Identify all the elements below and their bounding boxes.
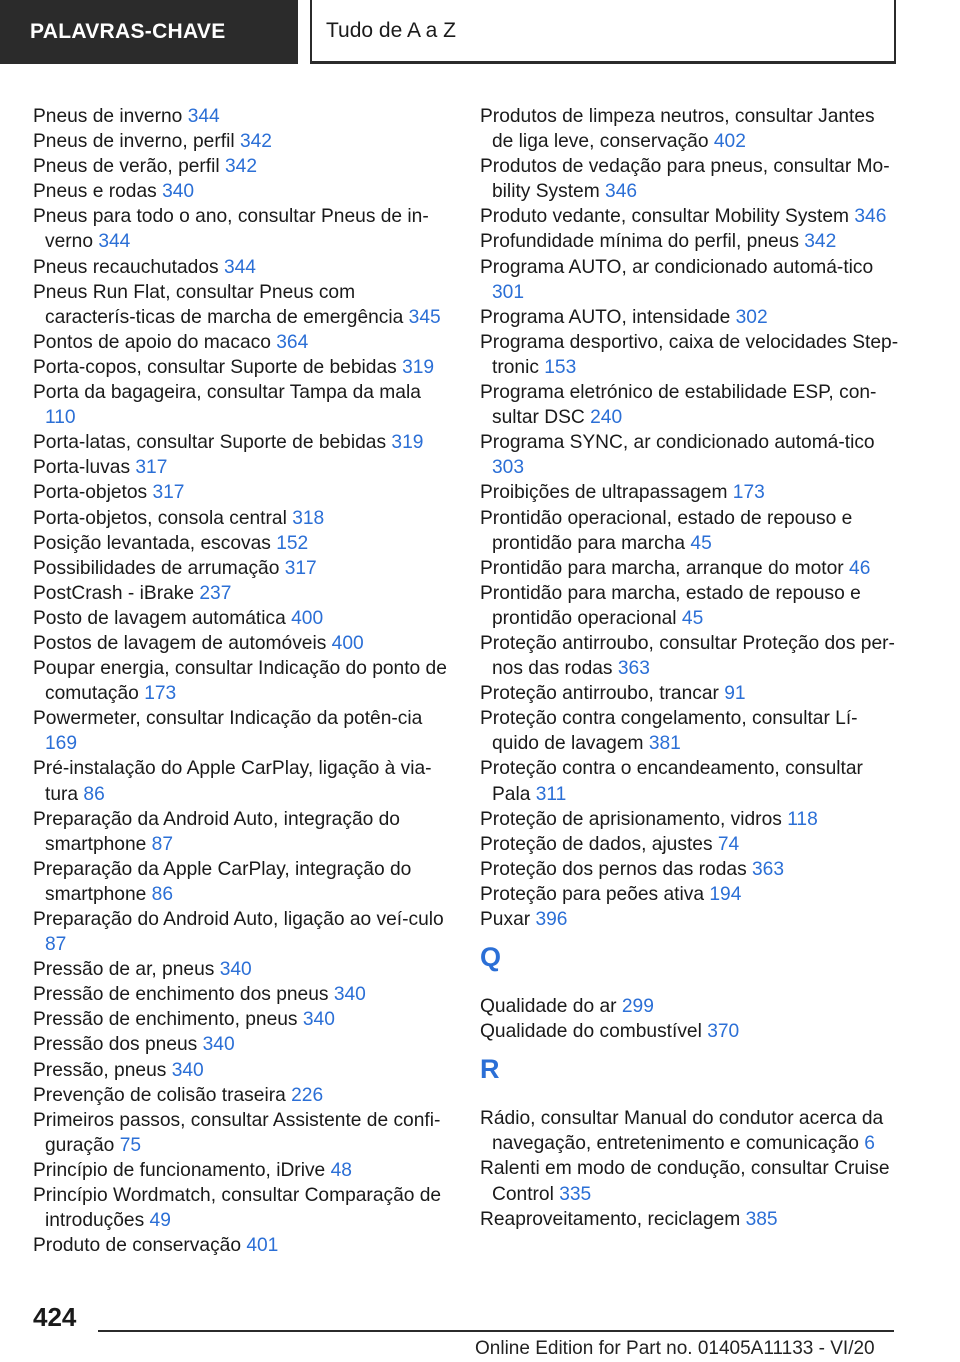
index-entry (33, 255, 451, 280)
entry-term: Profundidade mínima do perfil, pneus (480, 231, 799, 253)
index-entry (33, 1058, 451, 1083)
entry-page-link[interactable]: 340 (333, 984, 366, 1006)
index-entry (480, 506, 900, 556)
index-entry (480, 204, 900, 229)
entry-page-link[interactable]: 396 (535, 909, 568, 930)
entry-page-link[interactable]: 344 (187, 106, 220, 127)
index-entry (480, 807, 900, 832)
entry-term: Pneus Run Flat, consultar Pneus com caracterís-ticas de marcha de emergência (33, 281, 404, 328)
entry-page-link[interactable]: 86 (83, 783, 105, 805)
index-entry (33, 129, 451, 154)
chapter-title: Tudo de A a Z (326, 18, 456, 42)
entry-term: Prontidão operacional, estado de repouso e prontidão para marcha (480, 507, 853, 554)
entry-page-link[interactable]: 402 (713, 131, 746, 153)
index-entry (33, 1183, 451, 1233)
entry-page-link[interactable]: 6 (864, 1133, 875, 1155)
entry-page-link[interactable]: 169 (45, 733, 78, 755)
entry-page-link[interactable]: 226 (291, 1084, 324, 1106)
index-entry (33, 1108, 451, 1158)
entry-term: Proteção contra o encandeamento, consultar Pala (480, 758, 863, 805)
entry-term: Possibilidades de arrumação (33, 557, 280, 579)
index-entry (480, 305, 900, 330)
entry-term: Ralenti em modo de condução, consultar Cruise Control (480, 1158, 890, 1205)
index-column-right (480, 104, 900, 1232)
index-entry (33, 857, 451, 907)
index-entry (33, 506, 451, 531)
entry-page-link[interactable]: 194 (709, 883, 742, 905)
entry-page-link[interactable]: 319 (402, 356, 435, 378)
entry-page-link[interactable]: 303 (492, 457, 525, 479)
entry-term: Primeiros passos, consultar Assistente de confi-guração (33, 1109, 441, 1156)
entry-term: Porta-latas, consultar Suporte de bebidas (33, 432, 387, 454)
entry-term: Porta-objetos, consola central (33, 507, 287, 529)
index-entry (480, 832, 900, 857)
index-entry (33, 480, 451, 505)
index-entry (33, 907, 451, 957)
index-entry (480, 907, 900, 932)
letter-heading-q: Q (480, 942, 502, 973)
entry-page-link[interactable]: 401 (246, 1235, 279, 1257)
index-entry (33, 380, 451, 430)
entry-term: Pneus recauchutados (33, 256, 219, 278)
entry-page-link[interactable]: 45 (681, 607, 704, 629)
entry-page-link[interactable]: 87 (151, 833, 174, 855)
entry-page-link[interactable]: 118 (787, 808, 818, 830)
entry-page-link[interactable]: 363 (617, 658, 650, 680)
entry-term: Programa AUTO, ar condicionado automá-tico (480, 256, 874, 278)
index-entry (33, 154, 451, 179)
entry-term: Porta da bagageira, consultar Tampa da mala (33, 382, 421, 404)
entry-term: Prevenção de colisão traseira (33, 1084, 286, 1106)
index-entry (480, 480, 900, 505)
entry-page-link[interactable]: 364 (276, 331, 309, 353)
entry-term: Programa SYNC, ar condicionado automá-tico (480, 432, 875, 454)
index-entry (480, 229, 900, 254)
entry-page-link[interactable]: 335 (559, 1183, 592, 1205)
entry-term: Proteção antirroubo, trancar (480, 683, 719, 705)
index-entry (480, 706, 900, 756)
entry-term: Pneus de inverno, perfil (33, 131, 235, 153)
entry-term: Pneus de verão, perfil (33, 156, 220, 178)
index-entry (33, 1083, 451, 1108)
entry-term: Pré-instalação do Apple CarPlay, ligação à via-tura (33, 758, 432, 805)
entry-term: Postos de lavagem de automóveis (33, 632, 327, 654)
index-entry (33, 531, 451, 556)
entry-term: Programa desportivo, caixa de velocidades Step-tronic (480, 331, 899, 378)
entry-page-link[interactable]: 340 (302, 1009, 335, 1031)
index-entry (33, 430, 451, 455)
entry-term: Princípio de funcionamento, iDrive (33, 1159, 326, 1181)
entry-term: Proibições de ultrapassagem (480, 482, 728, 504)
index-entry (480, 104, 900, 154)
index-entry (480, 631, 900, 681)
index-entry (33, 1158, 451, 1183)
entry-page-link[interactable]: 346 (854, 206, 887, 228)
index-entry (480, 857, 900, 882)
entry-page-link[interactable]: 87 (45, 934, 67, 956)
index-entry (33, 706, 451, 756)
index-entry (480, 1207, 900, 1232)
entry-page-link[interactable]: 86 (151, 883, 174, 905)
entry-term: Pneus para todo o ano, consultar Pneus de in-verno (33, 206, 429, 253)
index-entry (480, 994, 900, 1019)
entry-term: Prontidão para marcha, arranque do motor (480, 557, 844, 579)
index-entry (33, 631, 451, 656)
index-entry (33, 330, 451, 355)
entry-page-link[interactable]: 318 (292, 507, 325, 529)
index-entry (480, 681, 900, 706)
entry-term: Produto vedante, consultar Mobility System (480, 206, 850, 228)
entry-term: Pontos de apoio do macaco (33, 331, 271, 353)
index-entry (33, 581, 451, 606)
index-entry (33, 204, 451, 254)
entry-page-link[interactable]: 74 (717, 833, 740, 855)
index-column-left (33, 104, 451, 1258)
entry-term: Qualidade do ar (480, 996, 617, 1018)
entry-page-link[interactable]: 110 (45, 407, 76, 429)
index-entry (33, 556, 451, 581)
entry-page-link[interactable]: 385 (745, 1208, 778, 1230)
entry-term: Porta-objetos (33, 482, 148, 504)
entry-page-link[interactable]: 400 (331, 632, 364, 654)
entry-term: Pressão de enchimento dos pneus (33, 984, 329, 1006)
entry-page-link[interactable]: 317 (135, 457, 168, 479)
index-entry (480, 330, 900, 380)
entry-term: Proteção para peões ativa (480, 883, 705, 905)
index-entry (33, 807, 451, 857)
entry-term: Preparação da Android Auto, integração do smartphone (33, 808, 400, 855)
entry-term: PostCrash - iBrake (33, 582, 195, 604)
index-entry (33, 1233, 451, 1258)
entry-term: Produto de conservação (33, 1235, 241, 1257)
entry-page-link[interactable]: 91 (724, 683, 746, 705)
entry-page-link[interactable]: 45 (690, 532, 712, 554)
index-entry (33, 355, 451, 380)
index-entry (480, 380, 900, 430)
entry-term: Pressão dos pneus (33, 1034, 198, 1056)
index-entry (480, 556, 900, 581)
entry-page-link[interactable]: 340 (219, 959, 252, 981)
entry-page-link[interactable]: 346 (605, 181, 638, 203)
index-entry (480, 756, 900, 806)
entry-page-link[interactable]: 340 (202, 1034, 235, 1056)
index-entry (33, 1007, 451, 1032)
index-entry (33, 656, 451, 706)
index-entry (480, 430, 900, 480)
entry-term: Posição levantada, escovas (33, 532, 271, 554)
entry-page-link[interactable]: 311 (535, 783, 567, 805)
letter-heading-r: R (480, 1054, 500, 1085)
index-entry (33, 280, 451, 330)
entry-page-link[interactable]: 381 (648, 733, 681, 755)
entry-term: Proteção de aprisionamento, vidros (480, 808, 782, 830)
entry-page-link[interactable]: 237 (199, 582, 232, 604)
index-entry (480, 154, 900, 204)
entry-page-link[interactable]: 400 (291, 607, 324, 629)
entry-page-link[interactable]: 173 (732, 482, 765, 504)
entry-page-link[interactable]: 345 (408, 306, 441, 328)
entry-page-link[interactable]: 317 (284, 557, 317, 579)
entry-page-link[interactable]: 344 (98, 231, 131, 253)
entry-page-link[interactable]: 340 (162, 181, 195, 203)
entry-term: Proteção de dados, ajustes (480, 833, 713, 855)
entry-term: Pressão, pneus (33, 1059, 167, 1081)
entry-term: Programa eletrónico de estabilidade ESP, con-sultar DSC (480, 382, 877, 429)
entry-term: Posto de lavagem automática (33, 607, 286, 629)
chapter-header (310, 0, 896, 64)
entry-page-link[interactable]: 49 (149, 1210, 171, 1232)
entry-term: Rádio, consultar Manual do condutor acerca da navegação, entretenimento e comunicação (480, 1108, 884, 1155)
entry-page-link[interactable]: 363 (752, 858, 785, 880)
entry-term: Proteção antirroubo, consultar Proteção dos per-nos das rodas (480, 632, 895, 680)
index-entry (33, 756, 451, 806)
index-entry (33, 455, 451, 480)
entry-page-link[interactable]: 173 (144, 683, 177, 705)
entry-page-link[interactable]: 370 (707, 1021, 740, 1043)
page-number: 424 (33, 1302, 77, 1332)
entry-term: Reaproveitamento, reciclagem (480, 1208, 741, 1230)
index-entry (33, 104, 451, 129)
index-entry (480, 1019, 900, 1044)
entry-page-link[interactable]: 319 (391, 432, 424, 454)
index-entry (480, 255, 900, 305)
footer-edition: Online Edition for Part no. 01405A11133 - VI/20 (475, 1338, 875, 1359)
index-entry (33, 1032, 451, 1057)
entry-term: Porta-luvas (33, 457, 131, 479)
entry-term: Preparação do Android Auto, ligação ao veí-culo (33, 909, 444, 930)
entry-term: Poupar energia, consultar Indicação do ponto de comutação (33, 658, 447, 705)
entry-term: Porta-copos, consultar Suporte de bebidas (33, 356, 397, 378)
index-entry (33, 982, 451, 1007)
entry-term: Produtos de limpeza neutros, consultar Jantes de liga leve, conservação (480, 106, 875, 153)
entry-term: Proteção contra congelamento, consultar Lí-quido de lavagem (480, 708, 858, 755)
entry-page-link[interactable]: 46 (849, 557, 871, 579)
index-entry (480, 882, 900, 907)
section-label: PALAVRAS-CHAVE (30, 20, 226, 43)
index-entry (480, 1156, 900, 1206)
entry-page-link[interactable]: 299 (621, 996, 654, 1018)
entry-term: Powermeter, consultar Indicação da potên-cia (33, 708, 423, 730)
entry-page-link[interactable]: 342 (225, 156, 258, 178)
entry-page-link[interactable]: 317 (152, 482, 185, 504)
entry-term: Produtos de vedação para pneus, consultar Mo-bility System (480, 156, 890, 203)
entry-page-link[interactable]: 301 (492, 281, 525, 303)
entry-term: Pressão de ar, pneus (33, 959, 215, 981)
entry-page-link[interactable]: 240 (590, 407, 623, 429)
entry-page-link[interactable]: 342 (804, 231, 837, 253)
entry-page-link[interactable]: 340 (171, 1059, 204, 1081)
entry-page-link[interactable]: 342 (239, 131, 272, 153)
index-entry (480, 581, 900, 631)
index-entry (33, 957, 451, 982)
index-entry (480, 1106, 900, 1156)
entry-term: Prontidão para marcha, estado de repouso e prontidão operacional (480, 582, 861, 629)
entry-term: Puxar (480, 909, 531, 930)
entry-term: Qualidade do combustível (480, 1021, 702, 1043)
entry-term: Pneus e rodas (33, 181, 157, 203)
entry-term: Programa AUTO, intensidade (480, 306, 731, 328)
footer-divider (98, 1330, 894, 1332)
entry-page-link[interactable]: 344 (223, 256, 256, 278)
entry-term: Princípio Wordmatch, consultar Comparação de introduções (33, 1185, 442, 1232)
section-tab (0, 0, 298, 64)
entry-term: Pressão de enchimento, pneus (33, 1009, 298, 1031)
entry-page-link[interactable]: 153 (544, 356, 577, 378)
entry-page-link[interactable]: 48 (330, 1159, 352, 1181)
entry-term: Preparação da Apple CarPlay, integração do smartphone (33, 858, 412, 905)
entry-page-link[interactable]: 75 (119, 1134, 142, 1156)
entry-term: Pneus de inverno (33, 106, 183, 127)
entry-page-link[interactable]: 152 (276, 532, 309, 554)
index-entry (33, 606, 451, 631)
index-entry (33, 179, 451, 204)
entry-page-link[interactable]: 302 (735, 306, 768, 328)
entry-term: Proteção dos pernos das rodas (480, 858, 747, 880)
